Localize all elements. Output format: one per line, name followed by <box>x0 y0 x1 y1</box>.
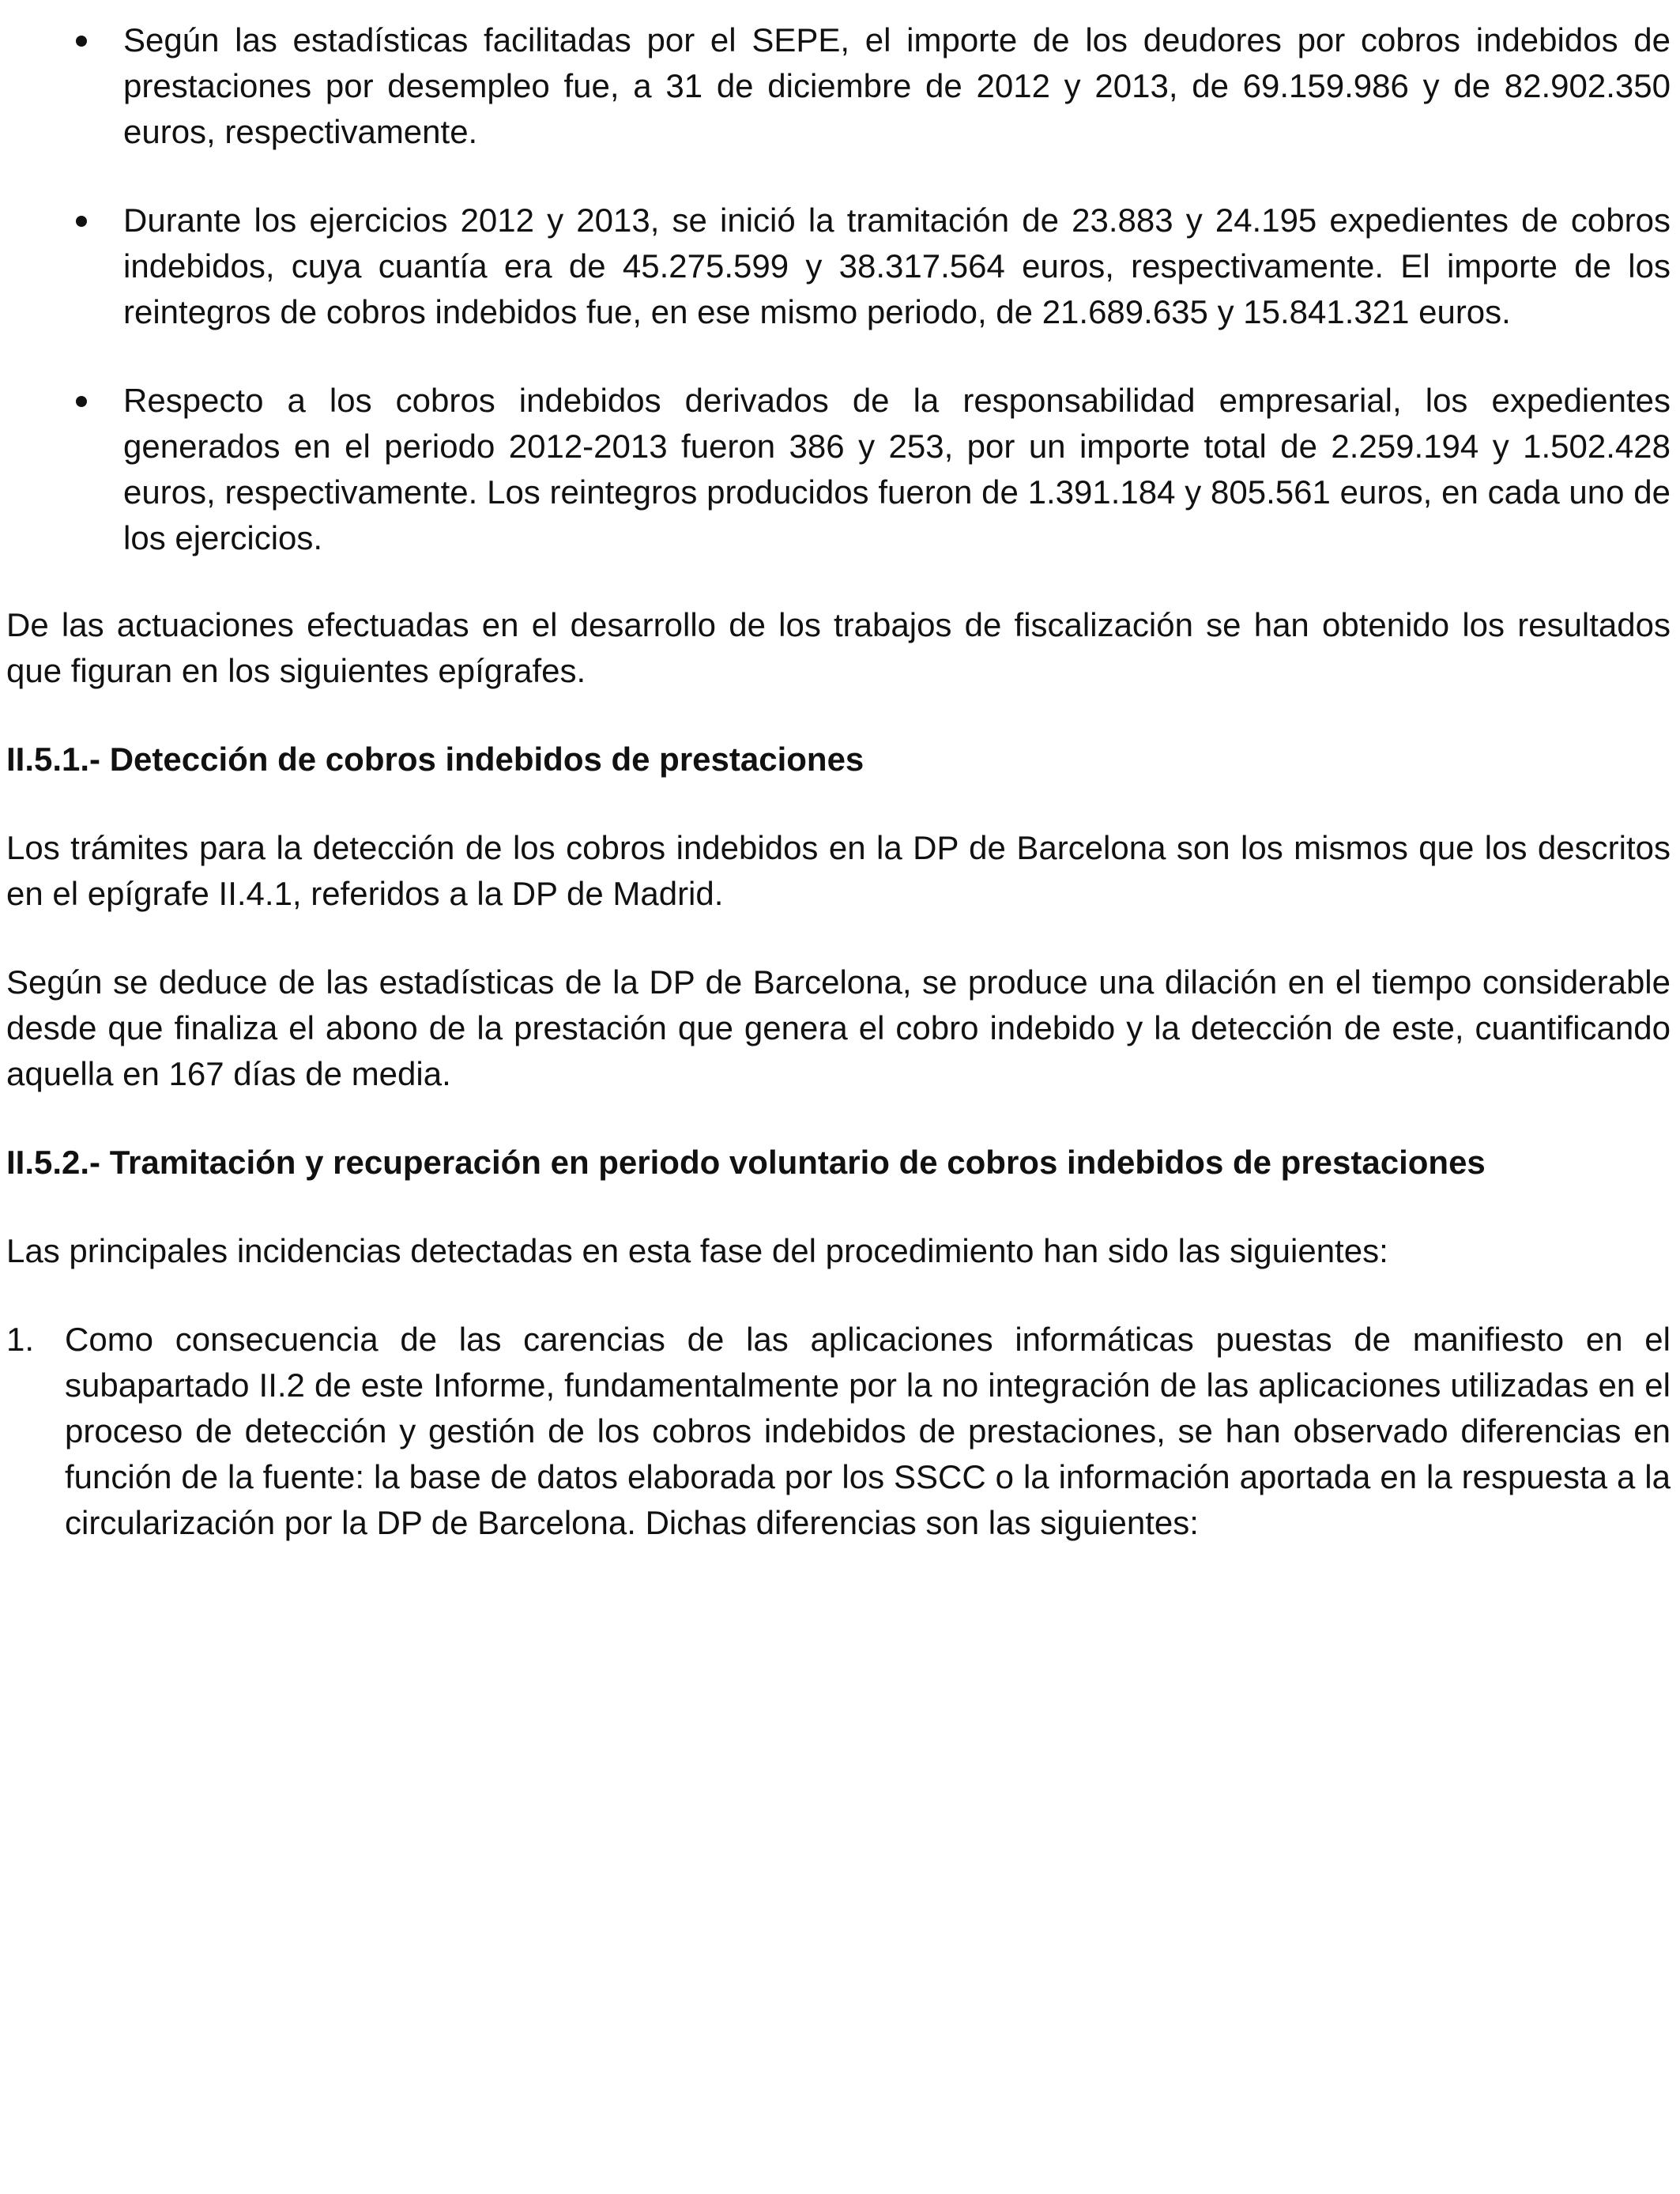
bullet-item <box>6 17 1671 155</box>
bullet-item <box>6 198 1671 335</box>
numbered-item-text: Como consecuencia de las carencias de las aplicaciones informáticas puestas de manifiesto en el subapartado II.2 de este Informe, fundamentalmente por la no integración de las aplicaciones utilizadas en el proceso de detección y gestión de los cobros indebidos de prestaciones, se han observado diferencias en función de la fuente: la base de datos elaborada por los SSCC o la información aportada en la respuesta a la circularización por la DP de Barcelona. Dichas diferencias son las siguientes: <box>65 1321 1671 1541</box>
intro-paragraph: De las actuaciones efectuadas en el desarrollo de los trabajos de fiscalización se han obtenido los resultados que figuran en los siguientes epígrafes. <box>6 606 1671 689</box>
bullet-item <box>6 378 1671 561</box>
incidents-intro-paragraph: Las principales incidencias detectadas en esta fase del procedimiento han sido las siguientes: <box>6 1232 1388 1269</box>
bullet-text: Respecto a los cobros indebidos derivados de la responsabilidad empresarial, los expedientes generados en el periodo 2012-2013 fueron 386 y 253, por un importe total de 2.259.194 y 1.502.428 euros, respectivamente. Los reintegros producidos fueron de 1.391.184 y 805.561 euros, en cada uno de los ejercicios. <box>123 382 1671 556</box>
detection-paragraph: Los trámites para la detección de los cobros indebidos en la DP de Barcelona son los mismos que los descritos en el epígrafe II.4.1, referidos a la DP de Madrid. <box>6 829 1671 912</box>
incidents-numbered-list <box>6 1317 1671 1546</box>
bullet-text: Durante los ejercicios 2012 y 2013, se inició la tramitación de 23.883 y 24.195 expedientes de cobros indebidos, cuya cuantía era de 45.275.599 y 38.317.564 euros, respectivamente. El importe de los reintegros de cobros indebidos fue, en ese mismo periodo, de 21.689.635 y 15.841.321 euros. <box>123 202 1671 330</box>
bullet-dot-icon <box>76 396 87 407</box>
bullet-dot-icon <box>76 36 87 47</box>
list-number: 1. <box>6 1321 35 1358</box>
section-heading-detection: II.5.1.- Detección de cobros indebidos de prestaciones <box>6 741 864 778</box>
numbered-list-item <box>6 1317 1671 1546</box>
document-page <box>6 17 1671 1546</box>
bullet-dot-icon <box>76 216 87 227</box>
delay-paragraph: Según se deduce de las estadísticas de la DP de Barcelona, se produce una dilación en el tiempo considerable desde que finaliza el abono de la prestación que genera el cobro indebido y la detección de este, cuantificando aquella en 167 días de media. <box>6 963 1671 1092</box>
section-heading-processing: II.5.2.- Tramitación y recuperación en periodo voluntario de cobros indebidos de prestaciones <box>6 1144 1486 1181</box>
bullet-text: Según las estadísticas facilitadas por el SEPE, el importe de los deudores por cobros indebidos de prestaciones por desempleo fue, a 31 de diciembre de 2012 y 2013, de 69.159.986 y de 82.902.350 euros, respectivamente. <box>123 21 1671 150</box>
statistics-bullet-list <box>6 17 1671 561</box>
